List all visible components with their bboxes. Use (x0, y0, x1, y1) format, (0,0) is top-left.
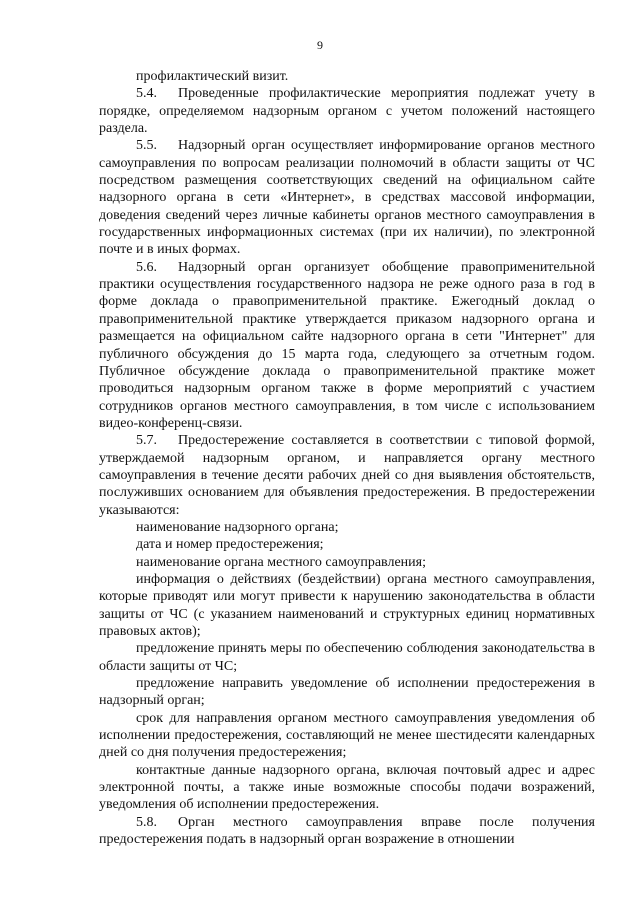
numbered-paragraph (99, 85, 595, 137)
paragraph-text: Предостережение составляется в соответствии с типовой формой, утверждаемой надзорным органом, и направляется органу местного самоуправления в течение десяти рабочих дней со дня выявления обстоятельств, послуживших основанием для объявления предостережения. В предостережении указываются: (99, 433, 595, 518)
list-item: дата и номер предостережения; (136, 537, 324, 553)
numbered-paragraph (99, 137, 595, 258)
paragraph-number: 5.6. (136, 259, 157, 275)
paragraph-number: 5.5. (136, 138, 157, 154)
paragraph-text: Проведенные профилактические мероприятия подлежат учету в порядке, определяемом надзорным органом с учетом положений настоящего раздела. (99, 86, 595, 137)
paragraph-text: Орган местного самоуправления вправе после получения предостережения подать в надзорный орган возражение в отношении (99, 814, 595, 848)
list-item: предложение принять меры по обеспечению соблюдения законодательства в области защиты от ЧС; (99, 641, 595, 674)
paragraph-number: 5.4. (136, 86, 157, 102)
list-item: наименование органа местного самоуправления; (136, 554, 426, 570)
numbered-paragraph (99, 814, 595, 849)
paragraph-text: Надзорный орган организует обобщение правоприменительной практики осуществления государственного надзора не реже одного раза в год в форме доклада о правоприменительной практике. Ежегодный доклад о правоприменительной практике утверждается приказом надзорного органа и размещается на официальном сайте надзорного органа в сети "Интернет" для публичного обсуждения до 15 марта года, следующего за отчетным годом. Публичное обсуждение доклада о правоприменительной практике может проводиться надзорным органом также в форме мероприятий с участием сотрудников органов местного самоуправления, в том числе с использованием видео-конференц-связи. (99, 259, 595, 431)
paragraph-continuation: профилактический визит. (136, 69, 289, 84)
list-item: контактные данные надзорного органа, включая почтовый адрес и адрес электронной почты, а также иные возможные способы подачи возражений, уведомления об исполнении предостережения. (99, 762, 595, 813)
paragraph-number: 5.8. (136, 814, 157, 830)
document-body (99, 68, 595, 848)
list-item: наименование надзорного органа; (136, 519, 339, 535)
numbered-paragraph (99, 432, 595, 519)
list-item: информация о действиях (бездействии) органа местного самоуправления, которые приводят или могут привести к нарушению законодательства в области защиты от ЧС (с указанием наименований и структурных единиц нормативных правовых актов); (99, 571, 595, 639)
paragraph-text: Надзорный орган осуществляет информирование органов местного самоуправления по вопросам реализации полномочий в области защиты от ЧС посредством размещения соответствующих сведений на официальном сайте надзорного органа в сети «Интернет», в средствах массовой информации, доведения сведений через личные кабинеты органов местного самоуправления в государственных информационных системах (при их наличии), по электронной почте и в иных формах. (99, 138, 595, 258)
numbered-paragraph (99, 259, 595, 432)
page-number: 9 (317, 38, 323, 52)
list-item: предложение направить уведомление об исполнении предостережения в надзорный орган; (99, 676, 595, 709)
list-item: срок для направления органом местного самоуправления уведомления об исполнении предостережения, составляющий не менее шестидесяти календарных дней со дня получения предостережения; (99, 710, 595, 761)
paragraph-number: 5.7. (136, 433, 157, 449)
